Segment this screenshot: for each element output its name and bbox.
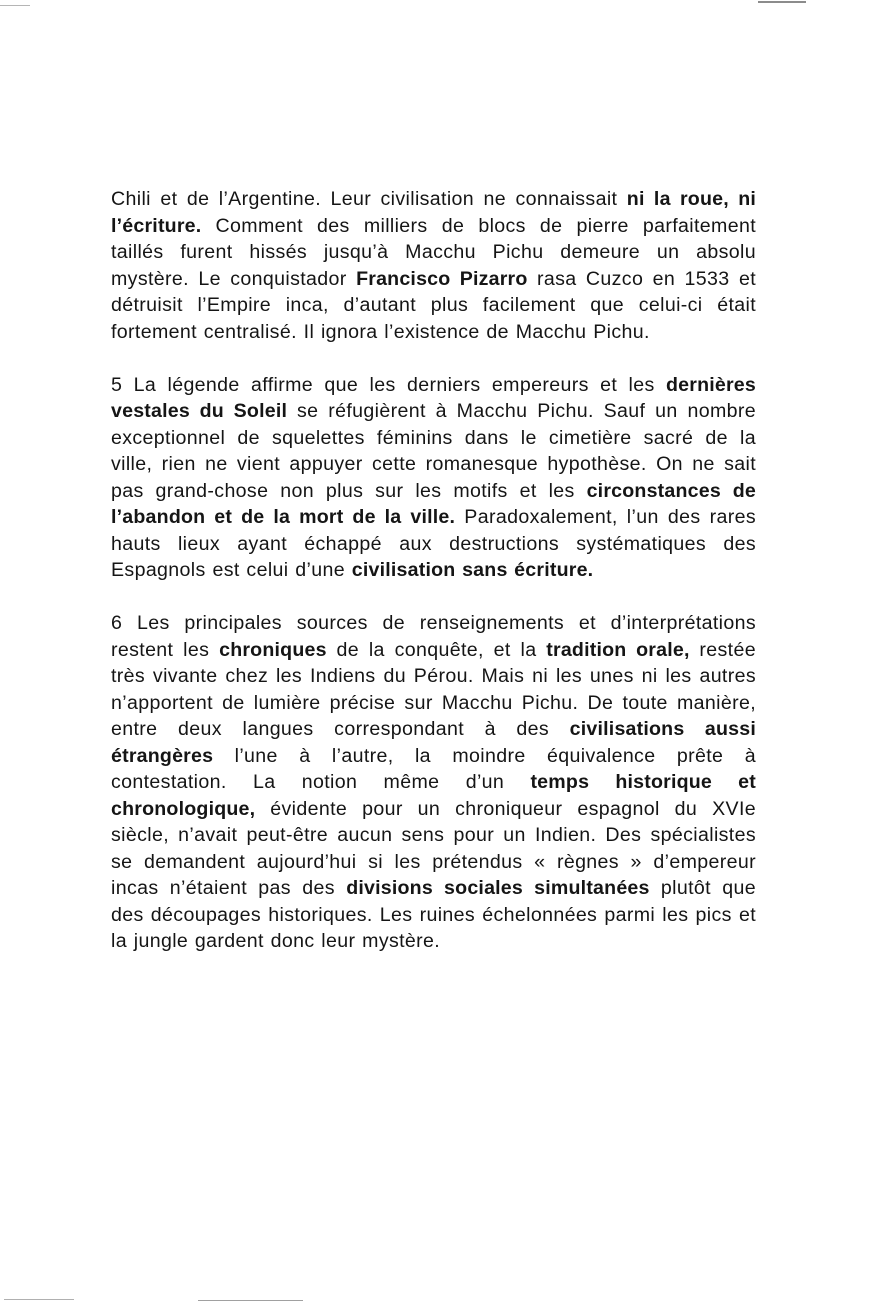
text-run: de la conquête, et la [326,638,547,661]
scan-mark-top-right [758,1,806,3]
bold-phrase: circonstances de l’abandon et de la mort de la ville. [111,479,756,528]
text-run: Paradoxalement, l’un des rares hauts lieux ayant échappé aux destructions systématiques des Espagnols est celui d’une [111,506,756,581]
text-run: Comment des milliers de blocs de pierre parfaitement taillés furent hissés jusqu’à Macchu Pichu demeure un absolu mystère. Le conquistador [111,214,756,290]
scan-mark-bottom-center [198,1300,303,1301]
paragraph-1 [111,186,756,345]
text-run: restée très vivante chez les Indiens du Pérou. Mais ni les unes ni les autres n’apportent de lumière précise sur Macchu Pichu. De toute manière, entre deux langues correspondant à des [111,638,756,740]
body-text [111,186,756,955]
text-run: La légende affirme que les derniers empereurs et les [133,373,666,396]
text-run: évidente pour un chroniqueur espagnol du XVIe siècle, n’avait peut-être aucun sens pour un Indien. Des spécialistes se demandent aujourd’hui si les prétendus « règnes » d’empereur incas n’étaient pas des [111,797,756,899]
paragraph-5 [111,372,756,584]
bold-phrase: civilisation sans écriture. [351,559,594,581]
paragraph-number: 6 [111,612,138,634]
bold-phrase: Francisco Pizarro [356,267,528,290]
bold-phrase: tradition orale, [546,638,690,661]
bold-phrase: chroniques [219,638,327,661]
text-run: rasa Cuzco en 1533 et détruisit l’Empire inca, d’autant plus facilement que celui-ci était fortement centralisé. Il ignora l’existence de Macchu Pichu. [111,267,756,343]
paragraph-number: 5 [111,373,134,396]
bold-phrase: dernières vestales du Soleil [111,373,757,422]
bold-phrase: civilisations aussi étrangères [111,718,756,767]
bold-phrase: divisions sociales simultanées [346,877,650,899]
text-run: plutôt que des découpages historiques. Les ruines échelonnées parmi les pics et la jungle gardent donc leur mystère. [111,877,756,952]
bold-phrase: temps historique et chronologique, [111,771,757,820]
text-run: l’une à l’autre, la moindre équivalence prête à contestation. La notion même d’un [111,744,756,793]
text-run: Chili et de l’Argentine. Leur civilisation ne connaissait [111,188,627,210]
text-run: Les principales sources de renseignements et d’interprétations restent les [111,612,757,661]
text-run: se réfugièrent à Macchu Pichu. Sauf un nombre exceptionnel de squelettes féminins dans le cimetière sacré de la ville, rien ne vient appuyer cette romanesque hypothèse. On ne sait pas grand-chose non plus sur les motifs et les [111,400,757,502]
bold-phrase: ni la roue, ni l’écriture. [111,188,757,237]
scan-mark-top-left [0,5,30,6]
scan-mark-bottom-left [4,1299,74,1300]
paragraph-6 [111,610,756,955]
